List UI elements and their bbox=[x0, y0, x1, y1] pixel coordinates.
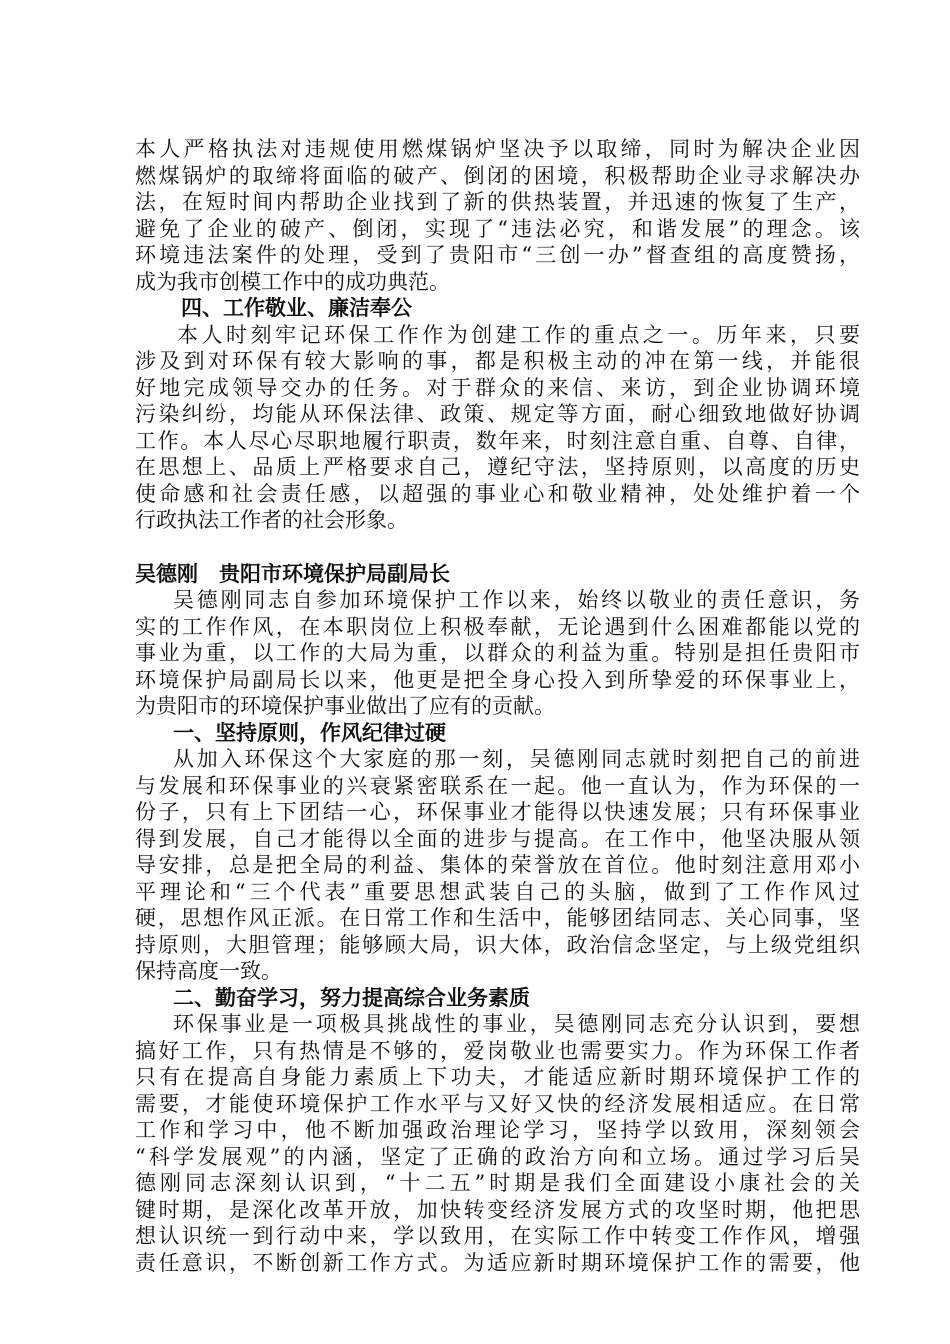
paragraph-dedication bbox=[135, 322, 860, 534]
text-line: 法，在短时间内帮助企业找到了新的供热装置，并迅速的恢复了生产， bbox=[135, 190, 860, 214]
text-line: 从加入环保这个大家庭的那一刻，吴德刚同志就时刻把自己的前进 bbox=[173, 747, 860, 771]
section-heading-2: 二、勤奋学习，努力提高综合业务素质 bbox=[173, 984, 530, 1010]
text-line: 在思想上、品质上严格要求自己，遵纪守法，坚持原则，以高度的历史 bbox=[135, 455, 860, 479]
text-line: 行政执法工作者的社会形象。 bbox=[135, 508, 408, 532]
text-line: 责任意识，不断创新工作方式。为适应新时期环境保护工作的需要，他 bbox=[135, 1250, 860, 1275]
text-line: 避免了企业的破产、倒闭，实现了“违法必究，和谐发展”的理念。该 bbox=[135, 216, 860, 241]
text-line: 份子，只有上下团结一心，环保事业才能得以快速发展；只有环保事业 bbox=[135, 800, 860, 824]
text-line: 事业为重，以工作的大局为重，以群众的利益为重。特别是担任贵阳市 bbox=[135, 641, 860, 665]
person-title-heading: 吴德刚 贵阳市环境保护局副局长 bbox=[135, 560, 450, 586]
paragraph-principles bbox=[135, 746, 860, 985]
text-line: 导安排，总是把全局的利益、集体的荣誉放在首位。他时刻注意用邓小 bbox=[135, 853, 860, 877]
paragraph-intro-wudegang bbox=[135, 587, 860, 720]
text-line: 硬，思想作风正派。在日常工作和生活中，能够团结同志、关心同事，坚 bbox=[135, 906, 860, 930]
text-line: 与发展和环保事业的兴衰紧密联系在一起。他一直认为，作为环保的一 bbox=[135, 773, 860, 798]
text-line: 实的工作作风，在本职岗位上积极奉献，无论遇到什么困难都能以党的 bbox=[135, 614, 860, 639]
text-line: 想认识统一到行动中来，学以致用，在实际工作中转变工作作风，增强 bbox=[135, 1224, 860, 1248]
text-line: 键时期，是深化改革开放，加快转变经济发展方式的攻坚时期，他把思 bbox=[135, 1197, 860, 1222]
section-heading-1: 一、坚持原则，作风纪律过硬 bbox=[173, 719, 446, 745]
text-line: 工作和学习中，他不断加强政治理论学习，坚持学以致用，深刻领会 bbox=[135, 1118, 860, 1142]
text-line: 为贵阳市的环境保护事业做出了应有的贡献。 bbox=[135, 694, 555, 718]
section-heading-4: 四、工作敬业、廉洁奉公 bbox=[181, 295, 412, 320]
text-line: 吴德刚同志自参加环境保护工作以来，始终以敬业的责任意识，务 bbox=[173, 588, 860, 612]
text-line: 得到发展，自己才能得以全面的进步与提高。在工作中，他坚决服从领 bbox=[135, 826, 860, 851]
text-line: 搞好工作，只有热情是不够的，爱岗敬业也需要实力。作为环保工作者 bbox=[135, 1038, 860, 1063]
blank-line bbox=[135, 534, 860, 561]
text-line: “科学发展观”的内涵，坚定了正确的政治方向和立场。通过学习后吴 bbox=[135, 1144, 860, 1169]
text-line: 污染纠纷，均能从环保法律、政策、规定等方面，耐心细致地做好协调 bbox=[135, 402, 860, 426]
text-line: 燃煤锅炉的取缔将面临的破产、倒闭的困境，积极帮助企业寻求解决办 bbox=[135, 163, 860, 188]
text-line: 持原则，大胆管理；能够顾大局，识大体，政治信念坚定，与上级党组织 bbox=[135, 932, 860, 957]
paragraph-study bbox=[135, 1011, 860, 1276]
text-line: 环境保护局副局长以来，他更是把全身心投入到所挚爱的环保事业上， bbox=[135, 667, 860, 692]
text-line: 成为我市创模工作中的成功典范。 bbox=[135, 269, 450, 294]
text-line: 工作。本人尽心尽职地履行职责，数年来，时刻注意自重、自尊、自律， bbox=[135, 428, 860, 453]
text-line: 涉及到对环保有较大影响的事，都是积极主动的冲在第一线，并能很 bbox=[135, 349, 860, 373]
text-line: 好地完成领导交办的任务。对于群众的来信、来访，到企业协调环境 bbox=[135, 375, 860, 400]
paragraph-law-enforcement bbox=[135, 136, 860, 295]
text-line: 需要，才能使环境保护工作水平与又好又快的经济发展相适应。在日常 bbox=[135, 1091, 860, 1116]
text-line: 保持高度一致。 bbox=[135, 959, 282, 983]
text-line: 环保事业是一项极具挑战性的事业，吴德刚同志充分认识到，要想 bbox=[173, 1012, 860, 1036]
text-line: 德刚同志深刻认识到，“十二五”时期是我们全面建设小康社会的关 bbox=[135, 1171, 860, 1195]
text-line: 本人严格执法对违规使用燃煤锅炉坚决予以取缔，同时为解决企业因 bbox=[135, 137, 860, 161]
document-page bbox=[135, 136, 860, 1276]
text-line: 平理论和“三个代表”重要思想武装自己的头脑，做到了工作作风过 bbox=[135, 879, 860, 904]
text-line: 环境违法案件的处理，受到了贵阳市“三创一办”督查组的高度赞扬， bbox=[135, 243, 860, 267]
text-line: 本人时刻牢记环保工作作为创建工作的重点之一。历年来，只要 bbox=[177, 322, 860, 347]
text-line: 使命感和社会责任感，以超强的事业心和敬业精神，处处维护着一个 bbox=[135, 481, 860, 506]
text-line: 只有在提高自身能力素质上下功夫，才能适应新时期环境保护工作的 bbox=[135, 1065, 860, 1089]
